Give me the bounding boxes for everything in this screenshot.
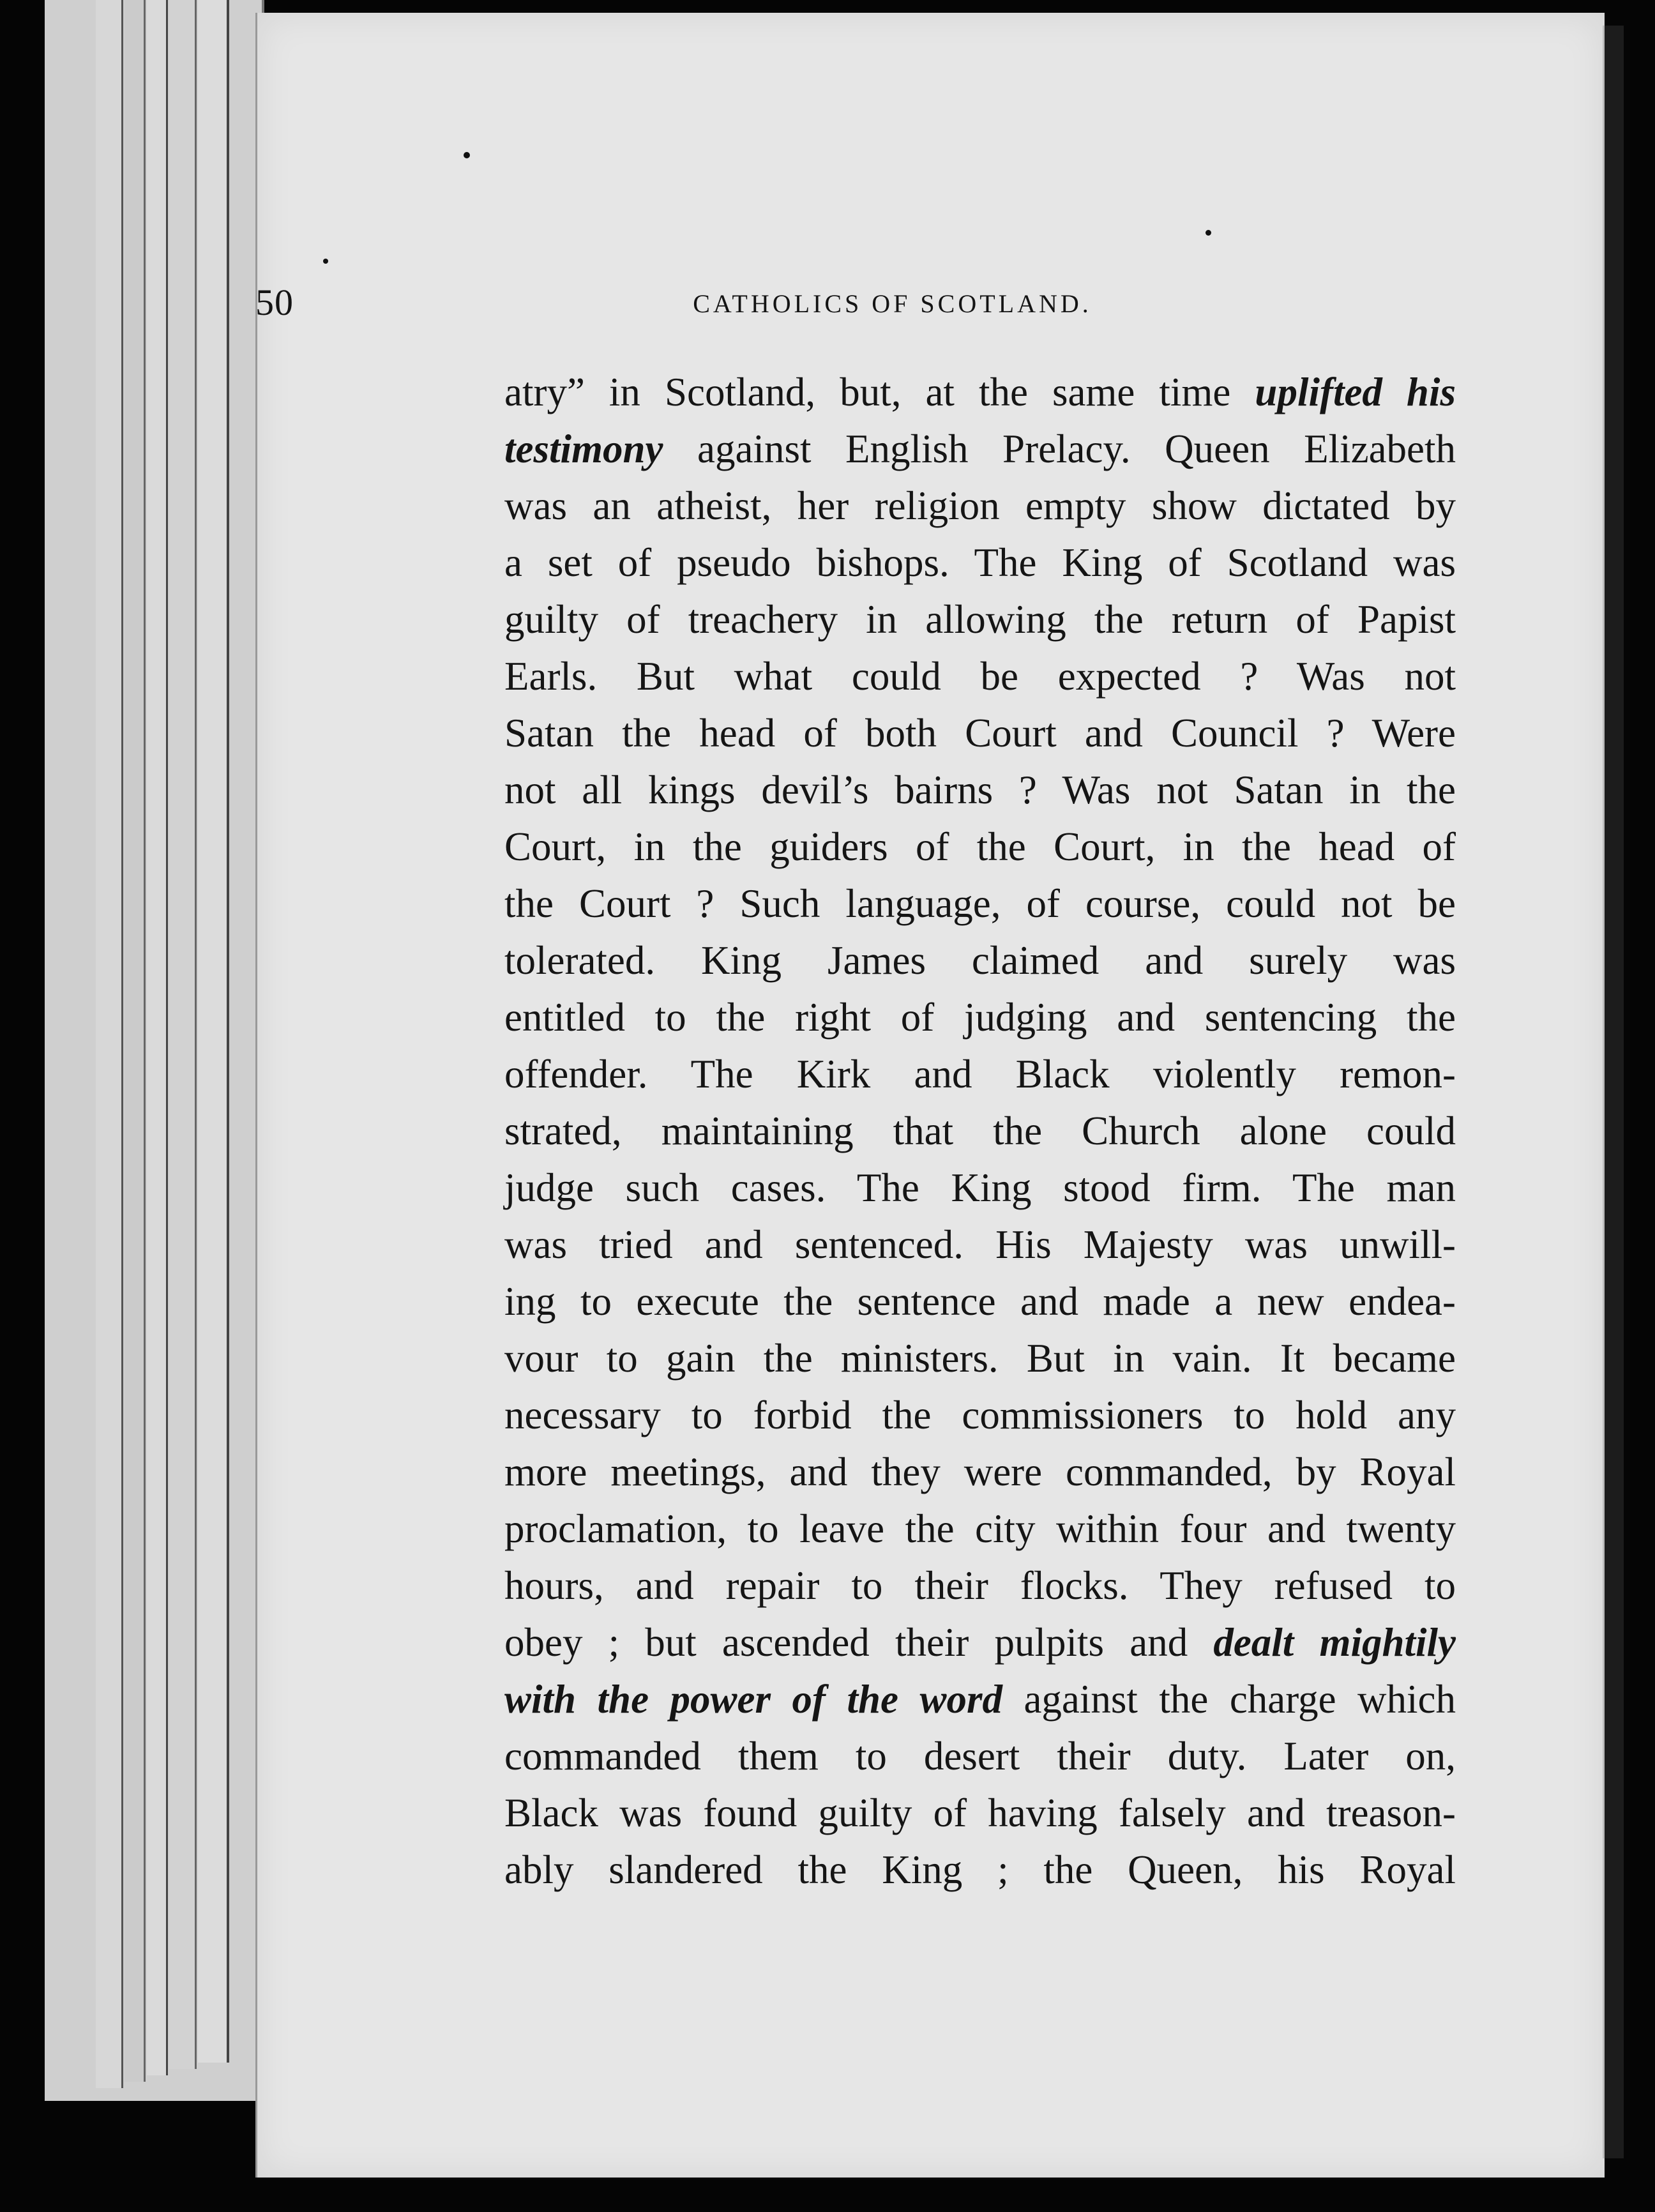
scan-speck — [1205, 230, 1211, 236]
text-run: judge such cases. The King stood firm. The man — [504, 1165, 1456, 1210]
text-line — [504, 932, 1456, 989]
text-line — [504, 1671, 1456, 1728]
text-line — [504, 1216, 1456, 1273]
text-run: necessary to forbid the commissioners to hold any — [504, 1393, 1456, 1437]
text-run: against the charge which — [1002, 1677, 1456, 1722]
text-run: commanded them to desert their duty. Later on, — [504, 1734, 1456, 1778]
page-edge — [125, 0, 146, 2082]
text-line — [504, 762, 1456, 819]
text-run: against English Prelacy. Queen Elizabeth — [663, 427, 1456, 471]
text-line — [504, 819, 1456, 875]
text-line — [504, 1557, 1456, 1614]
text-line — [504, 1103, 1456, 1160]
running-title: CATHOLICS OF SCOTLAND. — [693, 289, 1092, 318]
text-line — [504, 1046, 1456, 1103]
text-line — [504, 1614, 1456, 1671]
page-edge — [198, 0, 229, 2063]
text-line — [504, 1842, 1456, 1898]
page-edge — [147, 0, 168, 2075]
page-edge — [96, 0, 123, 2088]
text-line — [504, 1330, 1456, 1387]
text-run: was tried and sentenced. His Majesty was unwill- — [504, 1222, 1456, 1267]
text-line — [504, 534, 1456, 591]
text-run: guilty of treachery in allowing the return of Papist — [504, 597, 1456, 642]
text-run: Black was found guilty of having falsely and treason- — [504, 1791, 1456, 1835]
text-line — [504, 364, 1456, 421]
text-run: Court, in the guiders of the Court, in the head of — [504, 824, 1456, 869]
italic-text: testimony — [504, 427, 663, 471]
right-margin-shadow — [1603, 26, 1624, 2158]
text-line — [504, 875, 1456, 932]
text-run: atry” in Scotland, but, at the same time — [504, 370, 1255, 414]
text-line — [504, 478, 1456, 534]
scan-speck — [464, 152, 470, 158]
text-run: was an atheist, her religion empty show dictated by — [504, 483, 1456, 528]
text-run: entitled to the right of judging and sentencing the — [504, 995, 1456, 1040]
text-line — [504, 421, 1456, 478]
text-run: not all kings devil’s bairns ? Was not Satan in the — [504, 768, 1456, 812]
text-run: Earls. But what could be expected ? Was not — [504, 654, 1456, 699]
text-line — [504, 1444, 1456, 1501]
text-line — [504, 591, 1456, 648]
text-line — [504, 989, 1456, 1046]
text-line — [504, 1160, 1456, 1216]
text-run: obey ; but ascended their pulpits and — [504, 1620, 1214, 1665]
running-head — [255, 281, 1453, 326]
text-run: ing to execute the sentence and made a new endea- — [504, 1279, 1456, 1324]
text-run: tolerated. King James claimed and surely was — [504, 938, 1456, 983]
text-run: vour to gain the ministers. But in vain. It became — [504, 1336, 1456, 1381]
text-line — [504, 1785, 1456, 1842]
text-run: proclamation, to leave the city within four and twenty — [504, 1506, 1456, 1551]
text-run: ably slandered the King ; the Queen, his Royal — [504, 1847, 1456, 1892]
text-run: hours, and repair to their flocks. They refused to — [504, 1563, 1456, 1608]
text-run: Satan the head of both Court and Council ? Were — [504, 711, 1456, 755]
text-run: offender. The Kirk and Black violently remon- — [504, 1052, 1456, 1096]
body-text — [504, 364, 1456, 1898]
text-line — [504, 705, 1456, 762]
text-line — [504, 1273, 1456, 1330]
text-run: a set of pseudo bishops. The King of Scotland was — [504, 540, 1456, 585]
text-run: more meetings, and they were commanded, by Royal — [504, 1450, 1456, 1494]
text-line — [504, 1728, 1456, 1785]
italic-text: dealt mightily — [1213, 1620, 1456, 1665]
text-line — [504, 1387, 1456, 1444]
text-line — [504, 648, 1456, 705]
text-line — [504, 1501, 1456, 1557]
italic-text: uplifted his — [1255, 370, 1456, 414]
text-run: the Court ? Such language, of course, could not be — [504, 881, 1456, 926]
italic-text: with the power of the word — [504, 1677, 1002, 1722]
page-number: 50 — [255, 282, 294, 323]
page-edge — [169, 0, 197, 2069]
text-run: strated, maintaining that the Church alone could — [504, 1109, 1456, 1153]
scan-speck — [323, 259, 328, 264]
